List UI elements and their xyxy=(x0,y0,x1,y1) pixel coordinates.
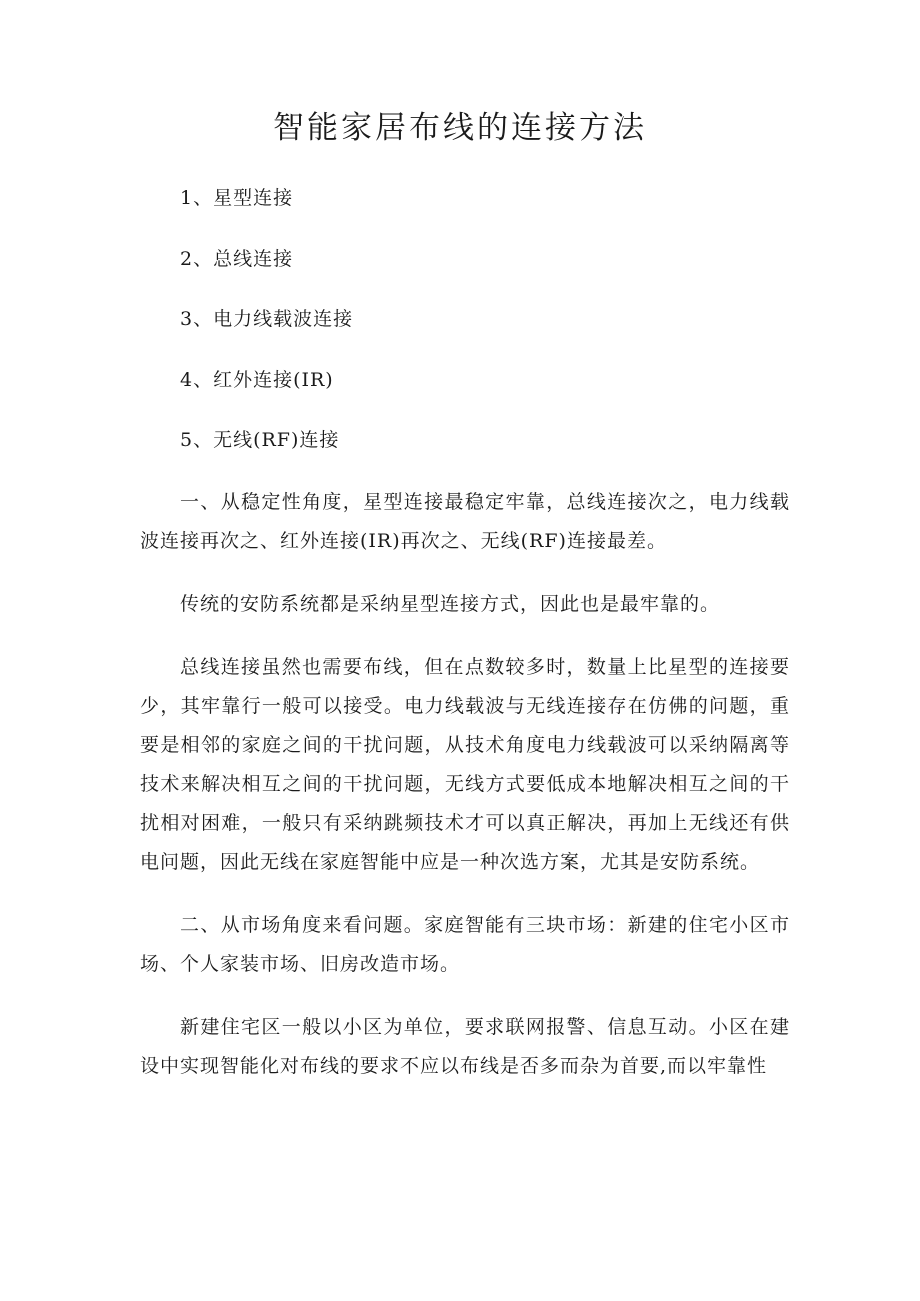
paragraph-new-residential: 新建住宅区一般以小区为单位，要求联网报警、信息互动。小区在建设中实现智能化对布线的要求不应以布线是否多而杂为首要,而以牢靠性 xyxy=(140,1016,790,1077)
list-item: 5、无线(RF)连接 xyxy=(180,429,340,451)
document-title: 智能家居布线的连接方法 xyxy=(273,110,647,146)
list-item: 2、总线连接 xyxy=(180,247,294,270)
paragraph-traditional-security: 传统的安防系统都是采纳星型连接方式，因此也是最牢靠的。 xyxy=(180,593,721,615)
paragraph-market: 二、从市场角度来看问题。家庭智能有三块市场：新建的住宅小区市场、个人家装市场、旧房改造市场。 xyxy=(140,914,790,975)
paragraph-bus-connection: 总线连接虽然也需要布线，但在点数较多时，数量上比星型的连接要少，其牢靠行一般可以接受。电力线载波与无线连接存在仿佛的问题，重要是相邻的家庭之间的干扰问题，从技术角度电力线载波可以采纳隔离等技术来解决相互之间的干扰问题，无线方式要低成本地解决相互之间的干扰相对困难，一般只有采纳跳频技术才可以真正解决，再加上无线还有供电问题，因此无线在家庭智能中应是一种次选方案，尤其是安防系统。 xyxy=(140,656,790,873)
list-item: 1、星型连接 xyxy=(180,187,294,209)
paragraph-stability: 一、从稳定性角度，星型连接最稳定牢靠，总线连接次之，电力线载波连接再次之、红外连接(IR)再次之、无线(RF)连接最差。 xyxy=(140,491,790,552)
list-item: 4、红外连接(IR) xyxy=(180,368,334,391)
connection-method-list xyxy=(180,180,353,483)
document-body xyxy=(140,483,790,1110)
list-item: 3、电力线载波连接 xyxy=(180,308,354,330)
